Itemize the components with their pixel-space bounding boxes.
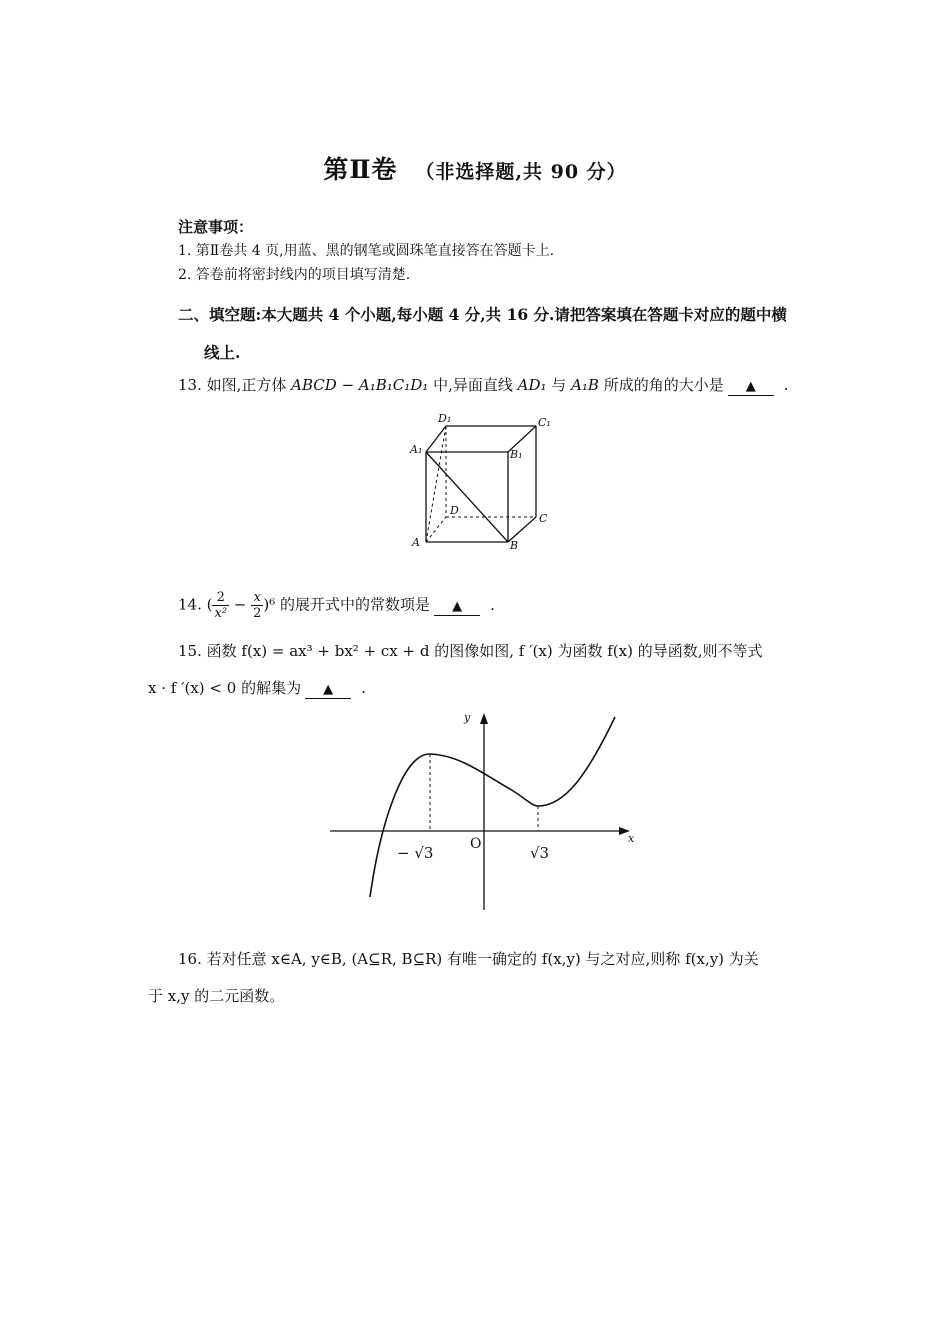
q13-text: 所成的角的大小是 [598,376,724,394]
x-axis-label: x [628,832,635,845]
q14-period: . [490,595,495,614]
q15-period: . [361,679,366,697]
notice-item-2: 2. 答卷前将密封线内的项目填写清楚. [178,267,411,283]
origin-label: O [470,836,482,852]
label-a1: A₁ [410,443,423,456]
question-13 [178,374,789,396]
cubic-curve [370,717,615,897]
q13-period: . [783,376,789,394]
question-15-line1: 15. 函数 f(x) = ax³ + bx² + cx + d 的图像如图, f ′(x) 为函数 f(x) 的导函数,则不等式 [178,642,763,660]
function-graph [325,705,645,915]
q13-line-a1b: A₁B [571,376,599,394]
fraction-2-over-x2: $\frac{2}{\text{x²}}$ [214,590,228,621]
tick-neg-sqrt3: − √3 [397,844,434,862]
section-heading: 二、填空题:本大题共 4 个小题,每小题 4 分,共 16 分.请把答案填在答题卡对应的题中横 [178,305,787,324]
q14-text: )⁶ 的展开式中的常数项是 [263,595,431,614]
question-15-line2 [148,677,366,699]
title-main: 第Ⅱ卷 [323,155,398,184]
q13-cube-expr: ABCD − A₁B₁C₁D₁ [291,376,429,394]
q14-text: 14. ( [178,595,213,614]
hidden-edge-ad [426,517,446,542]
label-d1: D₁ [438,412,452,425]
question-14 [178,590,495,621]
hidden-diagonal-ad1 [426,426,446,542]
label-d: D [450,504,459,517]
answer-blank-14: ▲ [434,599,480,616]
label-c: C [539,512,548,525]
q13-line-ad1: AD₁ [517,376,547,394]
q13-text: 中,异面直线 [428,376,518,394]
label-c1: C₁ [538,416,551,429]
fraction-x-over-2: $\frac{x}{2}$ [253,590,262,621]
answer-blank-13: ▲ [728,379,774,396]
question-16-line1: 16. 若对任意 x∈A, y∈B, (A⊆R, B⊆R) 有唯一确定的 f(x,y) 与之对应,则称 f(x,y) 为关 [178,950,759,968]
edge-a1d1 [426,426,446,452]
label-b1: B₁ [510,448,523,461]
answer-blank-15: ▲ [305,682,351,699]
q13-text: 13. 如图,正方体 [178,376,292,394]
q14-minus: − [229,595,252,614]
y-axis-label: y [464,711,471,724]
page-title [0,150,950,186]
notice-heading: 注意事项： [178,218,254,236]
q15-text: x · f ′(x) < 0 的解集为 [148,679,302,697]
y-axis-arrow [480,713,488,724]
cube-figure [400,410,560,560]
question-16-line2: 于 x,y 的二元函数。 [148,987,285,1005]
title-subtitle: （非选择题,共 90 分） [415,161,627,183]
label-b: B [510,539,519,552]
q13-text: 与 [546,376,572,394]
notice-item-1: 1. 第Ⅱ卷共 4 页,用蓝、黑的钢笔或圆珠笔直接答在答题卡上. [178,243,555,259]
section-heading-cont: 线上. [204,343,241,362]
diagonal-a1b [426,452,508,542]
label-a: A [412,536,420,549]
tick-pos-sqrt3: √3 [530,844,550,862]
